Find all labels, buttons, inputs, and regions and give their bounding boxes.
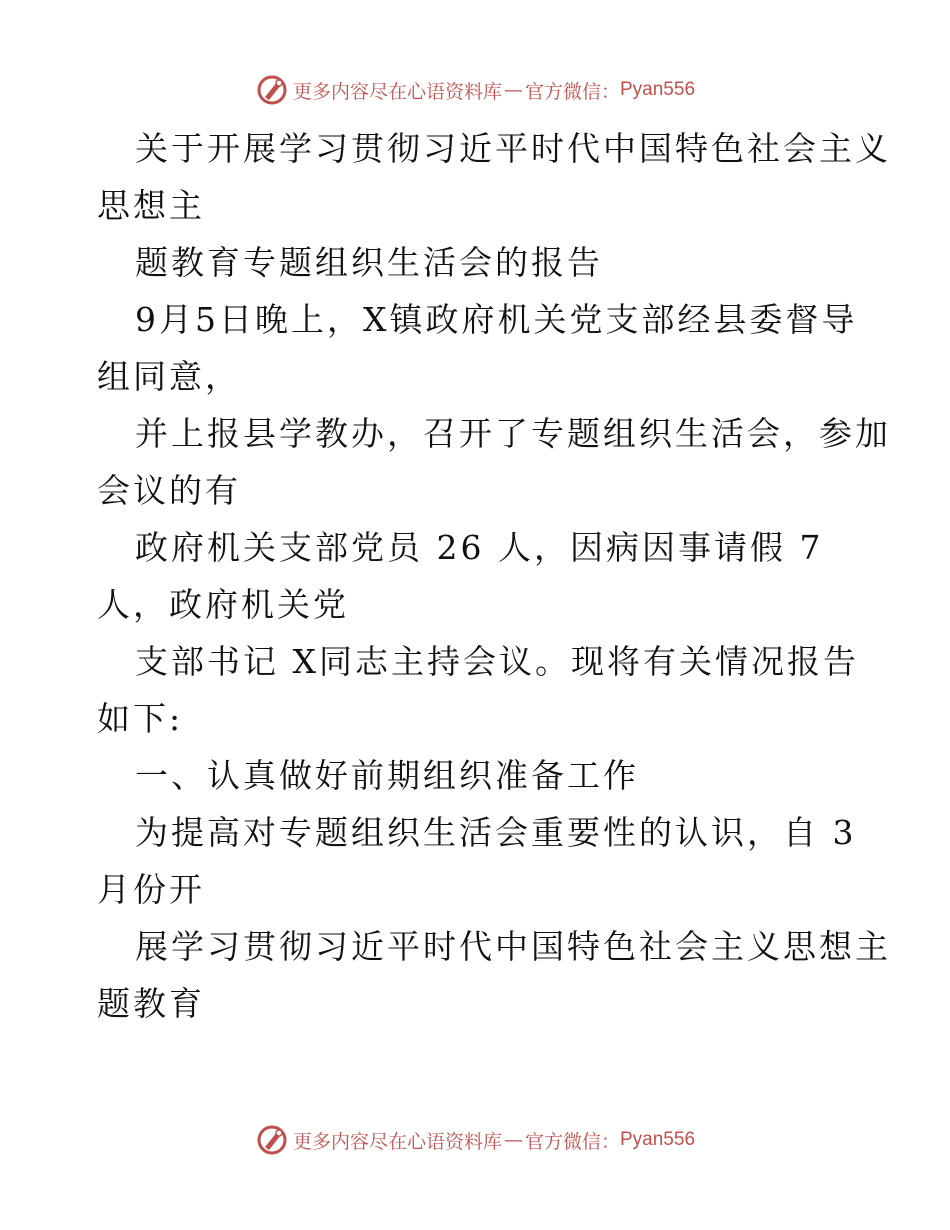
title-line-3: 题教育专题组织生活会的报告: [135, 243, 603, 282]
pen-logo-icon: [255, 73, 289, 107]
banner-wechat-id: Pyan556: [620, 1129, 696, 1150]
paragraph-line: 支部书记 X同志主持会议。现将有关情况报告: [135, 642, 859, 681]
paragraph-line: 题教育: [97, 984, 205, 1023]
section-heading: 一、认真做好前期组织准备工作: [135, 756, 639, 795]
paragraph-line: 会议的有: [97, 471, 241, 510]
banner-separator: —: [503, 79, 523, 101]
pen-logo-icon: [255, 1123, 289, 1157]
paragraph-line: 展学习贯彻习近平时代中国特色社会主义思想主: [135, 927, 891, 966]
banner-wechat-label: 官方微信：: [524, 1130, 620, 1153]
paragraph-line: 组同意，: [97, 357, 241, 396]
paragraph-line: 并上报县学教办，召开了专题组织生活会，参加: [135, 414, 891, 453]
banner-wechat-label: 官方微信：: [524, 80, 620, 103]
paragraph-line: 9月5日晚上，X镇政府机关党支部经县委督导: [135, 300, 858, 339]
paragraph-line: 为提高对专题组织生活会重要性的认识，自 3: [135, 813, 857, 852]
banner-separator: —: [503, 1129, 523, 1151]
banner-wechat-id: Pyan556: [620, 79, 696, 100]
header-banner: [0, 70, 950, 110]
document-body: [97, 120, 891, 1032]
footer-banner: [0, 1120, 950, 1160]
title-line-1: 关于开展学习贯彻习近平时代中国特色社会主义: [135, 129, 891, 168]
title-line-2: 思想主: [97, 186, 205, 225]
banner-text: 更多内容尽在心语资料库: [292, 80, 502, 103]
paragraph-line: 政府机关支部党员 26 人，因病因事请假 7: [135, 528, 824, 567]
paragraph-line: 如下:: [97, 699, 184, 738]
paragraph-line: 月份开: [97, 870, 205, 909]
paragraph-line: 人，政府机关党: [97, 585, 349, 624]
banner-text: 更多内容尽在心语资料库: [292, 1130, 502, 1153]
